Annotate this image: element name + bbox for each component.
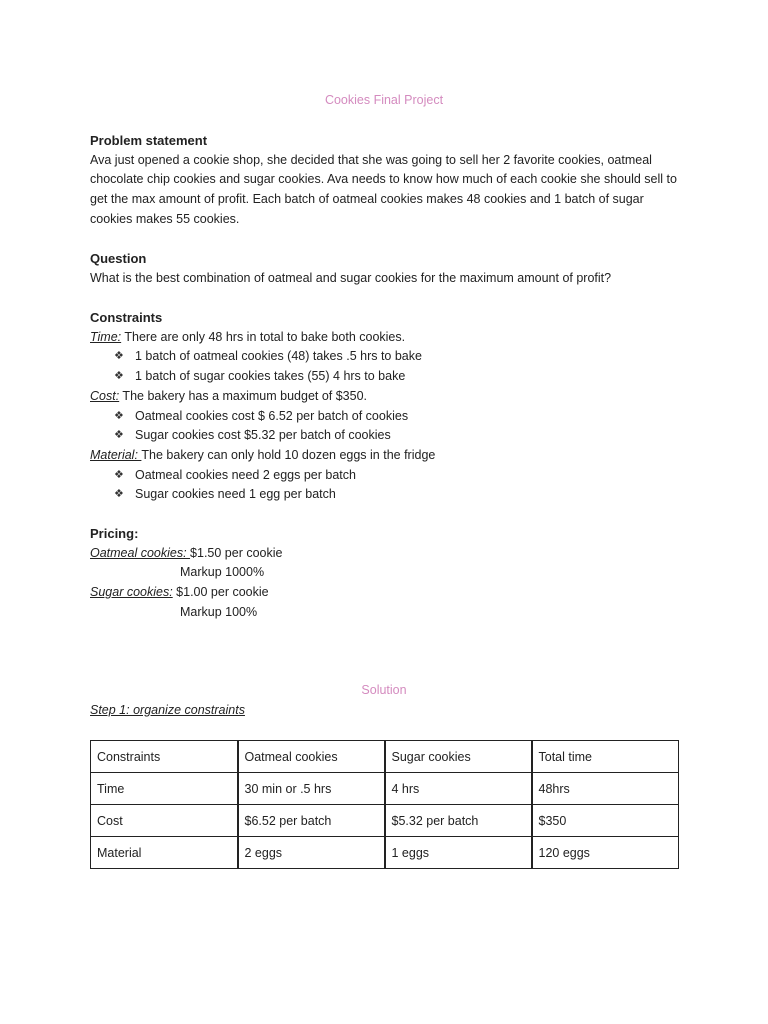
list-item <box>90 466 680 486</box>
table-header-cell: Total time <box>532 741 679 773</box>
table-cell: $6.52 per batch <box>238 805 385 837</box>
diamond-bullet-icon: ❖ <box>114 429 124 442</box>
diamond-bullet-icon: ❖ <box>114 350 124 363</box>
table-row <box>91 805 679 837</box>
table-cell: 48hrs <box>532 773 679 805</box>
constraints-section <box>90 308 680 505</box>
table-cell: 30 min or .5 hrs <box>238 773 385 805</box>
list-item <box>90 426 680 446</box>
table-header-row <box>91 741 679 773</box>
material-bullet-list <box>90 466 680 505</box>
time-constraint <box>90 328 680 348</box>
table-cell: 1 eggs <box>385 837 532 869</box>
table-cell: $5.32 per batch <box>385 805 532 837</box>
constraints-table <box>90 740 679 869</box>
list-item <box>90 485 680 505</box>
table-cell: Time <box>91 773 238 805</box>
list-item-text: Sugar cookies need 1 egg per batch <box>135 487 336 502</box>
oatmeal-price-label: Oatmeal cookies: <box>90 545 191 560</box>
sugar-price-label: Sugar cookies: <box>90 585 173 600</box>
cost-bullet-list <box>90 407 680 446</box>
sugar-markup: Markup 100% <box>180 604 258 619</box>
oatmeal-markup: Markup 1000% <box>180 565 265 580</box>
cost-text: The bakery has a maximum budget of $350. <box>119 388 368 403</box>
diamond-bullet-icon: ❖ <box>114 409 124 422</box>
table-cell: 120 eggs <box>532 837 679 869</box>
pricing-heading: Pricing: <box>90 526 139 541</box>
step-one-label: Step 1: organize constraints <box>90 703 245 717</box>
table-cell: 2 eggs <box>238 837 385 869</box>
cost-label: Cost: <box>90 388 120 403</box>
table-header-cell: Oatmeal cookies <box>238 741 385 773</box>
list-item <box>90 347 680 367</box>
table-cell: Cost <box>91 805 238 837</box>
diamond-bullet-icon: ❖ <box>114 370 124 383</box>
list-item-text: Sugar cookies cost $5.32 per batch of cookies <box>135 428 391 443</box>
problem-statement-heading: Problem statement <box>90 133 208 148</box>
list-item <box>90 367 680 387</box>
question-section <box>90 249 680 288</box>
pricing-section <box>90 524 680 623</box>
table-header-cell: Sugar cookies <box>385 741 532 773</box>
problem-statement-text: Ava just opened a cookie shop, she decided that she was going to sell her 2 favorite cookies, oatmeal chocolate chip cookies and sugar cookies. Ava needs to know how much of each cookie she should sell to get the max amount of profit. Each batch of oatmeal cookies makes 48 cookies and 1 batch of sugar cookies makes 55 cookies. <box>90 152 677 226</box>
table-cell: 4 hrs <box>385 773 532 805</box>
table-cell: Material <box>91 837 238 869</box>
question-text: What is the best combination of oatmeal and sugar cookies for the maximum amount of profit? <box>90 270 612 285</box>
time-label: Time: <box>90 329 122 344</box>
table-header-cell: Constraints <box>91 741 238 773</box>
table-row <box>91 837 679 869</box>
material-text: The bakery can only hold 10 dozen eggs in the fridge <box>141 447 436 462</box>
list-item-text: Oatmeal cookies need 2 eggs per batch <box>135 467 356 482</box>
list-item-text: 1 batch of sugar cookies takes (55) 4 hrs to bake <box>135 369 406 384</box>
sugar-price-line <box>90 583 680 603</box>
material-label: Material: <box>90 447 142 462</box>
list-item-text: Oatmeal cookies cost $ 6.52 per batch of cookies <box>135 408 409 423</box>
list-item-text: 1 batch of oatmeal cookies (48) takes .5 hrs to bake <box>135 349 422 364</box>
time-bullet-list <box>90 347 680 386</box>
cost-constraint <box>90 387 680 407</box>
time-text: There are only 48 hrs in total to bake both cookies. <box>121 329 406 344</box>
diamond-bullet-icon: ❖ <box>114 488 124 501</box>
step-one-section <box>90 701 680 721</box>
list-item <box>90 407 680 427</box>
oatmeal-price-line <box>90 544 680 564</box>
sugar-price: $1.00 per cookie <box>172 585 269 600</box>
table-cell: $350 <box>532 805 679 837</box>
problem-statement-section <box>90 131 680 230</box>
constraints-heading: Constraints <box>90 310 163 325</box>
question-heading: Question <box>90 251 147 266</box>
material-constraint <box>90 446 680 466</box>
oatmeal-price: $1.50 per cookie <box>190 545 283 560</box>
document-title: Cookies Final Project <box>324 93 444 107</box>
diamond-bullet-icon: ❖ <box>114 468 124 481</box>
solution-title: Solution <box>361 683 407 697</box>
table-row <box>91 773 679 805</box>
